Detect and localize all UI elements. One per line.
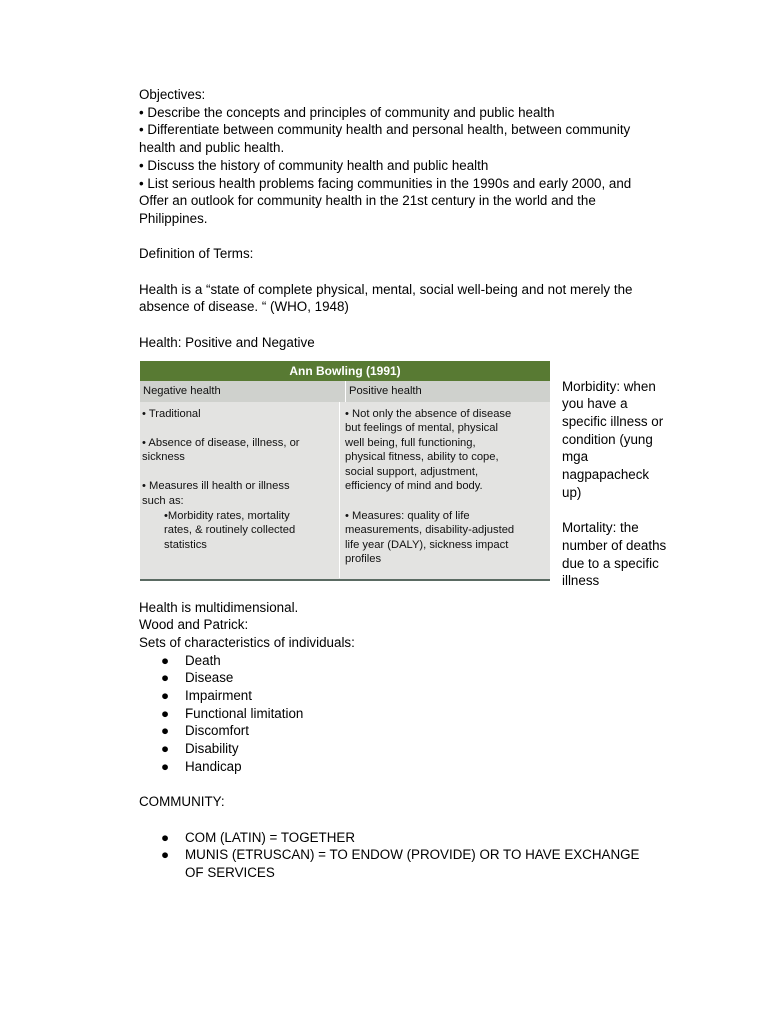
characteristics-list: [139, 652, 679, 776]
list-item: ● Impairment: [161, 688, 252, 704]
bullet-icon: ●: [161, 705, 170, 721]
list-item: ● COM (LATIN) = TOGETHER: [161, 829, 356, 845]
multidim-line: Sets of characteristics of individuals:: [139, 634, 355, 650]
table-text: profiles: [345, 553, 382, 566]
positive-health-column: [340, 402, 550, 578]
table-text: well being, full functioning,: [345, 436, 476, 449]
table-text: but feelings of mental, physical: [345, 422, 498, 435]
side-note-line: you have a: [562, 396, 628, 412]
side-note-line: mga: [562, 449, 589, 465]
bullet-icon: ●: [161, 829, 170, 845]
objective-line: health and public health.: [139, 140, 285, 156]
table-text: • Not only the absence of disease: [345, 407, 512, 420]
multidim-line: Health is multidimensional.: [139, 599, 299, 615]
objective-line: • Discuss the history of community health and public health: [139, 157, 489, 173]
list-item: ● Discomfort: [161, 723, 249, 739]
health-definition-line: absence of disease. “ (WHO, 1948): [139, 299, 349, 315]
table-text: life year (DALY), sickness impact: [345, 538, 509, 551]
side-note-line: condition (yung: [562, 431, 653, 447]
table-text: such as:: [142, 495, 184, 508]
bullet-icon: ●: [161, 723, 170, 739]
table-title: Ann Bowling (1991): [140, 361, 550, 381]
side-note-line: nagpapacheck: [562, 467, 650, 483]
table-text: statistics: [164, 538, 207, 551]
side-note-line: Mortality: the: [562, 520, 639, 536]
table-head-positive: Positive health: [349, 384, 422, 397]
bullet-icon: ●: [161, 741, 170, 757]
table-text: social support, adjustment,: [345, 465, 479, 478]
objective-line: • Describe the concepts and principles of community and public health: [139, 104, 555, 120]
objective-line: • Differentiate between community health and personal health, between community: [139, 122, 631, 138]
multidim-line: Wood and Patrick:: [139, 617, 249, 633]
side-notes: [562, 378, 682, 590]
bullet-icon: ●: [161, 758, 170, 774]
side-note-line: illness: [562, 573, 600, 589]
bullet-icon: ●: [161, 670, 170, 686]
list-item: ● Disability: [161, 741, 239, 757]
table-text: • Measures: quality of life: [345, 509, 470, 522]
table-text: efficiency of mind and body.: [345, 480, 483, 493]
table-text: measurements, disability-adjusted: [345, 524, 515, 537]
community-list: [139, 829, 679, 882]
bullet-icon: ●: [161, 847, 170, 863]
table-text: • Absence of disease, illness, or: [142, 436, 300, 449]
side-note-line: number of deaths: [562, 537, 667, 553]
table-text: • Measures ill health or illness: [142, 480, 290, 493]
list-item: ● Functional limitation: [161, 705, 304, 721]
bullet-icon: ●: [161, 652, 170, 668]
list-item: ● Death: [161, 652, 221, 668]
table-text: physical fitness, ability to cope,: [345, 451, 499, 464]
bowling-table-image: [140, 361, 550, 581]
objective-line: Philippines.: [139, 210, 208, 226]
table-text: rates, & routinely collected: [164, 524, 296, 537]
definition-heading: Definition of Terms:: [139, 246, 254, 262]
document-body: [139, 86, 679, 882]
list-item: ● MUNIS (ETRUSCAN) = TO ENDOW (PROVIDE) OR TO HAVE EXCHANGE OF SERVICES: [161, 847, 640, 881]
table-text: sickness: [142, 451, 185, 464]
side-note-line: specific illness or: [562, 413, 664, 429]
community-heading: COMMUNITY:: [139, 794, 225, 810]
table-head-negative: Negative health: [140, 381, 346, 402]
negative-health-column: [140, 402, 340, 578]
objective-line: Offer an outlook for community health in the 21st century in the world and the: [139, 193, 596, 209]
side-note-line: Morbidity: when: [562, 378, 656, 394]
objectives-heading: Objectives:: [139, 87, 206, 102]
side-note-line: up): [562, 484, 582, 500]
health-definition-line: Health is a “state of complete physical, mental, social well-being and not merely the: [139, 281, 633, 297]
table-text: •Morbidity rates, mortality: [164, 509, 290, 522]
objective-line: • List serious health problems facing communities in the 1990s and early 2000, and: [139, 175, 632, 191]
list-item: ● Handicap: [161, 758, 242, 774]
bullet-icon: ●: [161, 688, 170, 704]
list-item: ● Disease: [161, 670, 234, 686]
positive-negative-heading: Health: Positive and Negative: [139, 334, 315, 350]
table-text: • Traditional: [142, 407, 201, 420]
side-note-line: due to a specific: [562, 555, 659, 571]
